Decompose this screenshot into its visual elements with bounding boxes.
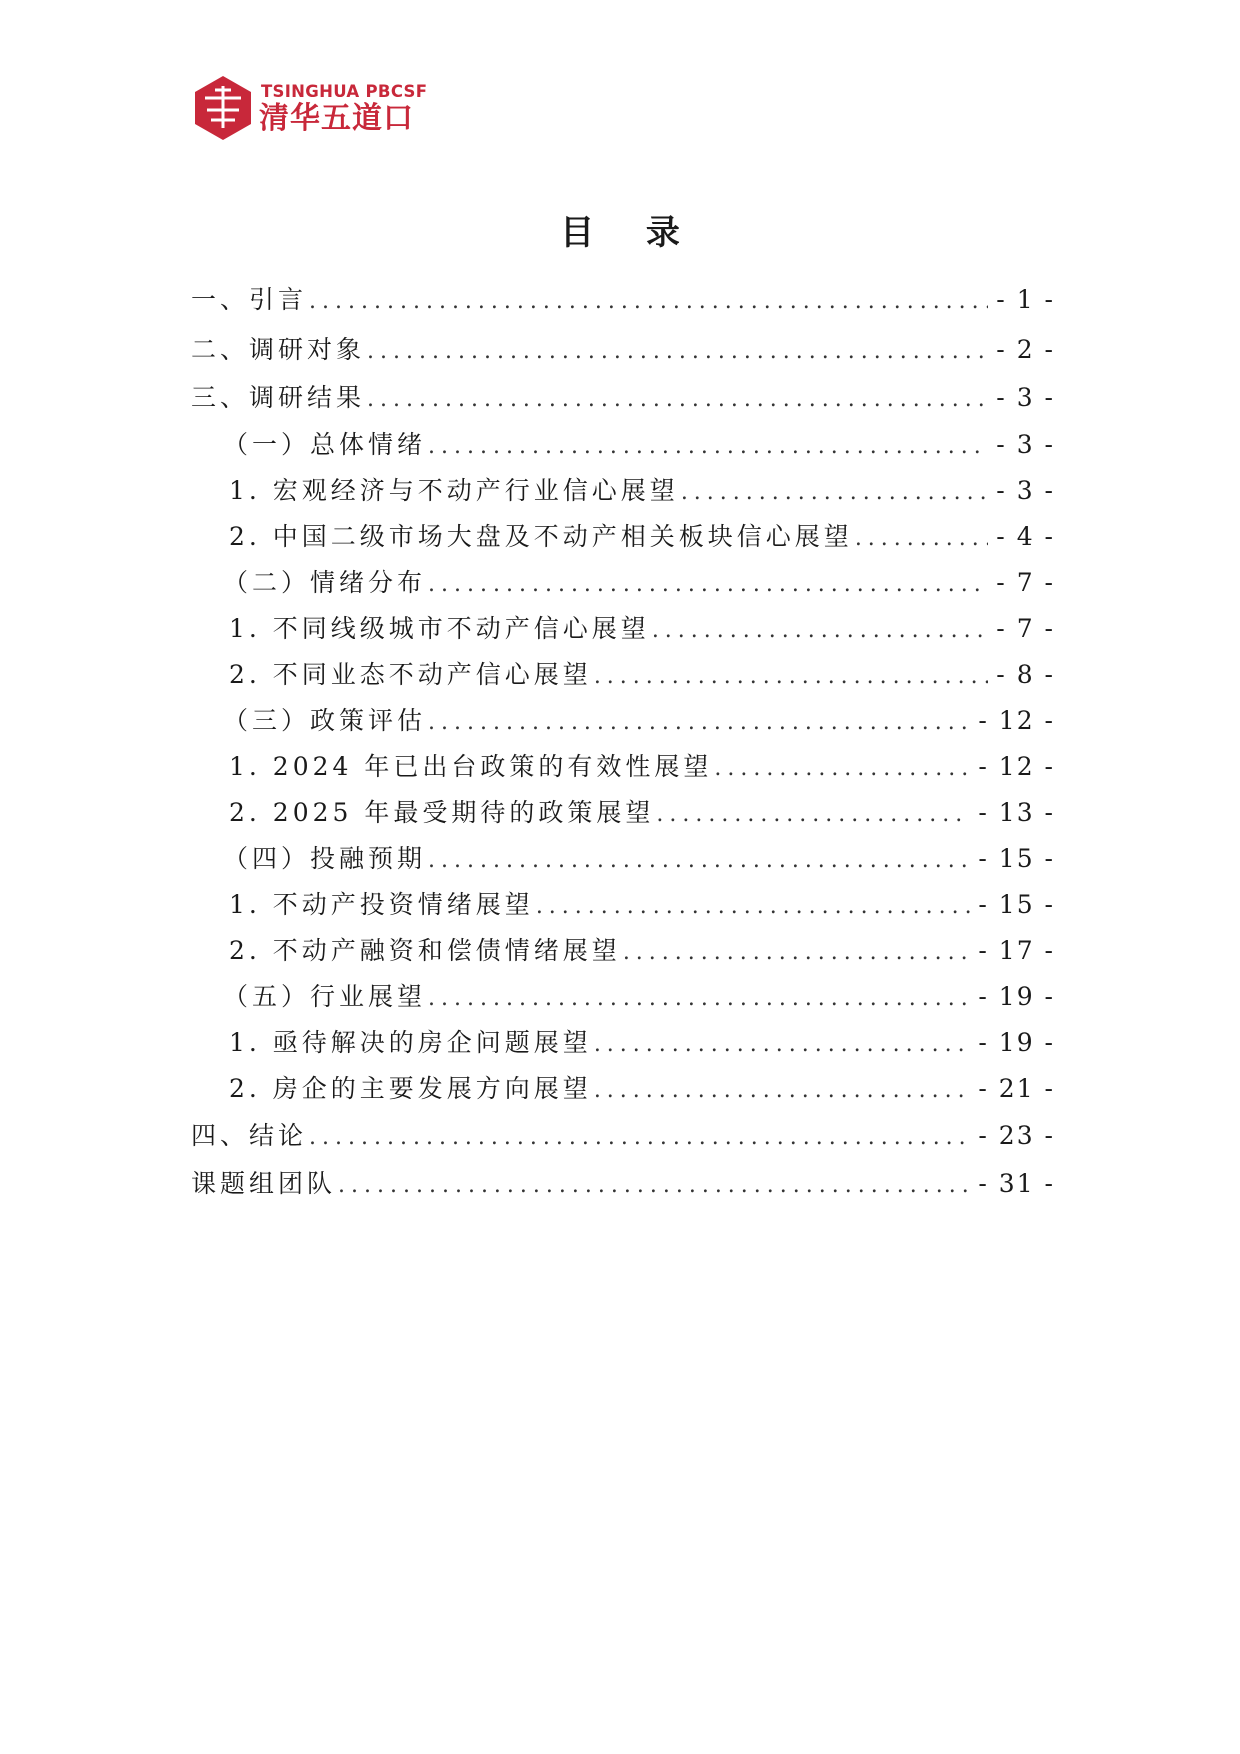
toc-entry-label: （四）投融预期	[223, 844, 427, 873]
pbcsf-emblem-icon	[193, 76, 253, 140]
toc-entry[interactable]	[191, 841, 1055, 877]
toc-entry[interactable]	[191, 1118, 1055, 1154]
toc-leader-dots	[338, 1168, 970, 1204]
toc-entry-page: - 12 -	[978, 752, 1055, 781]
toc-leader-dots	[594, 1027, 971, 1063]
toc-leader-dots	[428, 705, 970, 741]
toc-leader-dots	[681, 475, 988, 511]
toc-leader-dots	[367, 382, 988, 418]
toc-entry-page: - 15 -	[978, 890, 1055, 919]
toc-entry[interactable]	[191, 473, 1055, 509]
toc-entry-label: 课题组团队	[191, 1169, 337, 1198]
toc-entry-page: - 31 -	[978, 1169, 1055, 1198]
toc-leader-dots	[428, 567, 988, 603]
toc-entry-page: - 19 -	[978, 1028, 1055, 1057]
toc-leader-dots	[714, 751, 970, 787]
logo-chinese-text: 清华五道口	[259, 101, 414, 136]
toc-leader-dots	[309, 1120, 970, 1156]
toc-entry[interactable]	[191, 427, 1055, 463]
toc-entry[interactable]	[191, 282, 1055, 318]
toc-entry-page: - 7 -	[996, 568, 1055, 597]
toc-entry-label: 四、结论	[191, 1121, 308, 1150]
toc-entry-page: - 17 -	[978, 936, 1055, 965]
toc-leader-dots	[536, 889, 971, 925]
toc-entry[interactable]	[191, 332, 1055, 368]
toc-leader-dots	[428, 429, 988, 465]
toc-entry-label: （五）行业展望	[223, 982, 427, 1011]
toc-entry[interactable]	[191, 1025, 1055, 1061]
toc-entry-label: 1. 不动产投资情绪展望	[229, 890, 534, 919]
toc-entry[interactable]	[191, 1071, 1055, 1107]
toc-entry-label: （二）情绪分布	[223, 568, 427, 597]
toc-entry-label: 2. 2025 年最受期待的政策展望	[229, 798, 655, 827]
toc-entry-label: 一、引言	[191, 285, 308, 314]
toc-entry-label: 2. 中国二级市场大盘及不动产相关板块信心展望	[229, 522, 853, 551]
toc-entry-label: （一）总体情绪	[223, 430, 427, 459]
toc-entry-page: - 13 -	[978, 798, 1055, 827]
toc-entry[interactable]	[191, 657, 1055, 693]
toc-entry[interactable]	[191, 979, 1055, 1015]
toc-entry[interactable]	[191, 565, 1055, 601]
toc-leader-dots	[623, 935, 971, 971]
toc-entry-page: - 15 -	[978, 844, 1055, 873]
toc-entry-page: - 19 -	[978, 982, 1055, 1011]
toc-leader-dots	[367, 334, 988, 370]
toc-entry-page: - 4 -	[996, 522, 1055, 551]
toc-entry-page: - 3 -	[996, 430, 1055, 459]
toc-entry[interactable]	[191, 749, 1055, 785]
toc-leader-dots	[652, 613, 988, 649]
toc-entry[interactable]	[191, 933, 1055, 969]
toc-entry-page: - 12 -	[978, 706, 1055, 735]
toc-leader-dots	[309, 284, 988, 320]
toc-entry-page: - 3 -	[996, 476, 1055, 505]
toc-leader-dots	[855, 521, 988, 557]
toc-entry-label: 2. 房企的主要发展方向展望	[229, 1074, 592, 1103]
toc-leader-dots	[656, 797, 970, 833]
toc-entry[interactable]	[191, 887, 1055, 923]
toc-entry-page: - 3 -	[996, 383, 1055, 412]
toc-leader-dots	[594, 659, 988, 695]
toc-entry[interactable]	[191, 703, 1055, 739]
toc-entry-page: - 7 -	[996, 614, 1055, 643]
toc-entry-page: - 8 -	[996, 660, 1055, 689]
logo	[193, 76, 453, 140]
toc-entry-label: 1. 亟待解决的房企问题展望	[229, 1028, 592, 1057]
toc-entry-page: - 2 -	[996, 335, 1055, 364]
toc-entry-page: - 23 -	[978, 1121, 1055, 1150]
toc-entry-page: - 1 -	[996, 285, 1055, 314]
toc-leader-dots	[428, 981, 970, 1017]
toc-entry-label: 三、调研结果	[191, 383, 366, 412]
toc-entry[interactable]	[191, 380, 1055, 416]
toc-leader-dots	[428, 843, 970, 879]
toc-entry-label: 1. 宏观经济与不动产行业信心展望	[229, 476, 679, 505]
toc-entry-label: 2. 不同业态不动产信心展望	[229, 660, 592, 689]
toc-entry-label: 1. 不同线级城市不动产信心展望	[229, 614, 650, 643]
toc-entry[interactable]	[191, 611, 1055, 647]
toc-entry-label: 二、调研对象	[191, 335, 366, 364]
page-title: 目 录	[560, 213, 700, 253]
toc-entry-label: （三）政策评估	[223, 706, 427, 735]
toc-entry-label: 2. 不动产融资和偿债情绪展望	[229, 936, 621, 965]
toc-entry[interactable]	[191, 795, 1055, 831]
toc-entry[interactable]	[191, 1166, 1055, 1202]
toc-entry-label: 1. 2024 年已出台政策的有效性展望	[229, 752, 713, 781]
toc-entry-page: - 21 -	[978, 1074, 1055, 1103]
toc-leader-dots	[594, 1073, 971, 1109]
logo-english-text: TSINGHUA PBCSF	[261, 82, 428, 101]
toc-entry[interactable]	[191, 519, 1055, 555]
